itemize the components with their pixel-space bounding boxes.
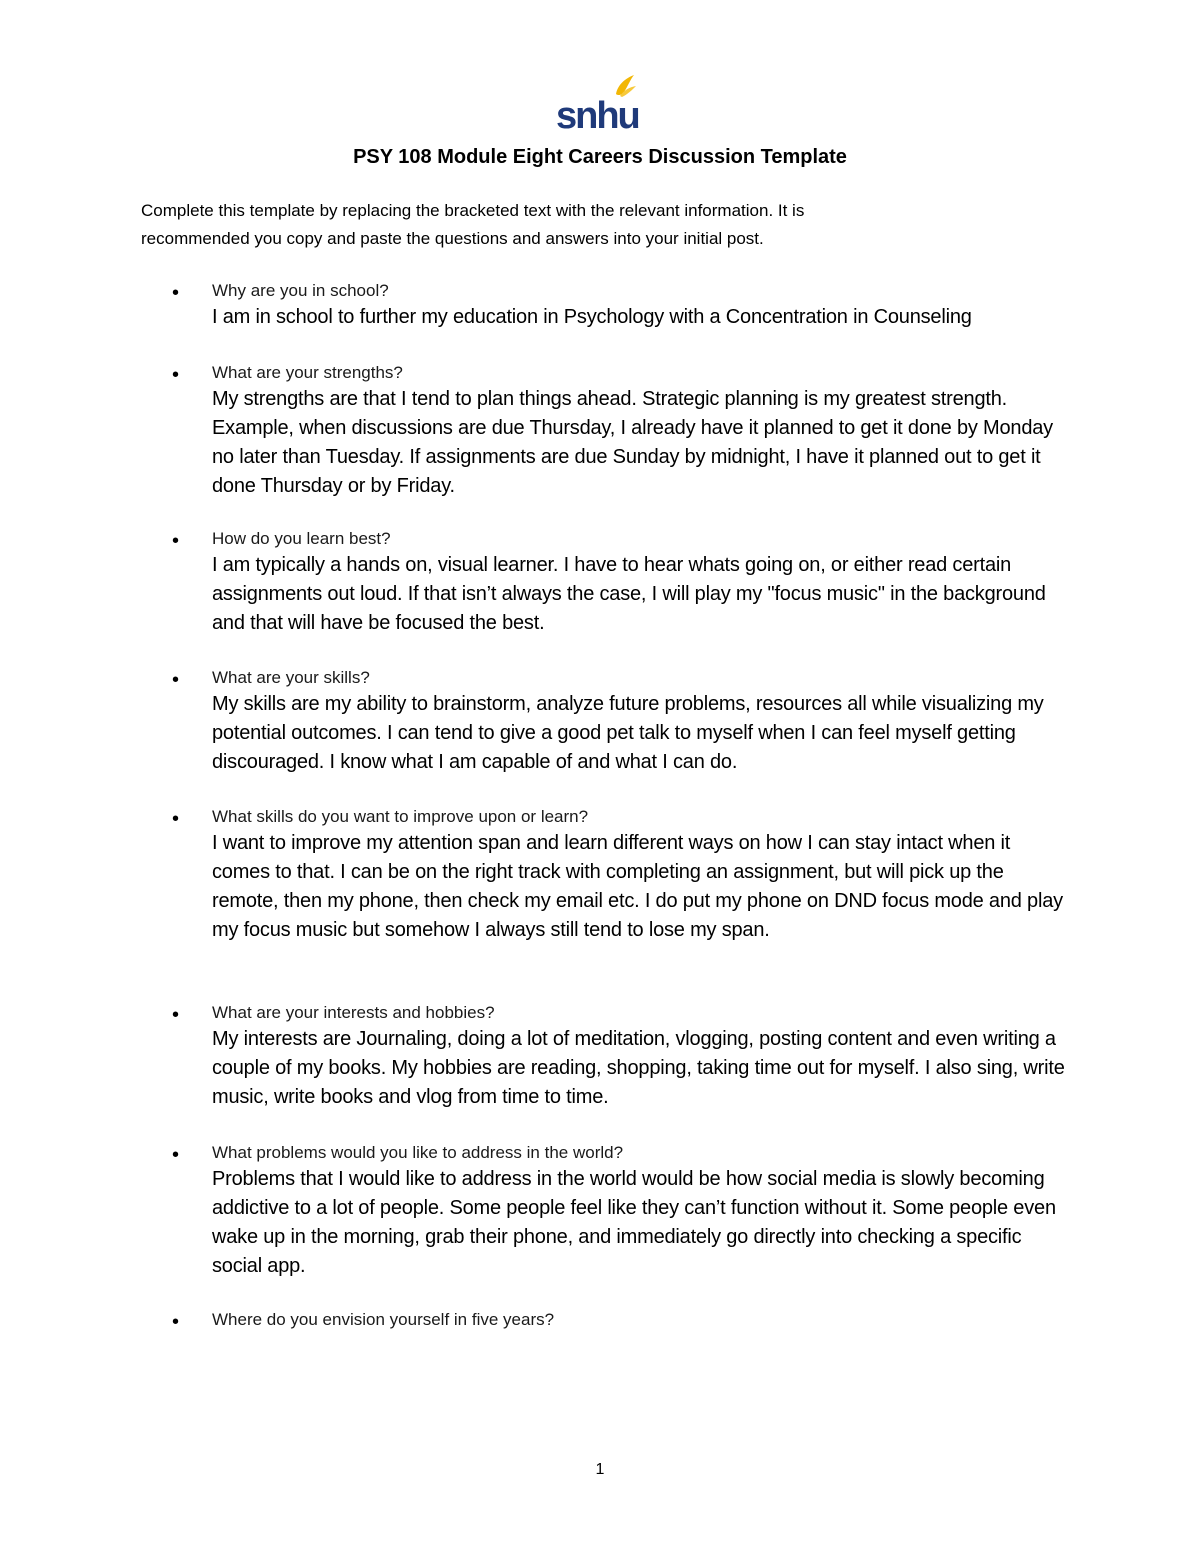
bullet-icon: • [172, 1004, 180, 1026]
qa-item-five-years [172, 1308, 1072, 1332]
svg-text:snhu: snhu [556, 95, 639, 134]
question-text: What are your interests and hobbies? [212, 1003, 495, 1022]
qa-item-learning [172, 527, 1072, 638]
answer-text: I want to improve my attention span and learn different ways on how I can stay intact when it comes to that. I can be on the right track with completing an assignment, but will pick up the remote, then my phone, then check my email etc. I do put my phone on DND focus mode and play my focus music but somehow I always still tend to lose my span. [212, 832, 1063, 941]
instructions-line-1: Complete this template by replacing the bracketed text with the relevant information. It is [141, 201, 805, 220]
question-text: Where do you envision yourself in five years? [212, 1310, 555, 1329]
bullet-icon: • [172, 282, 180, 304]
answer-text: My strengths are that I tend to plan things ahead. Strategic planning is my greatest strength. Example, when discussions are due Thursday, I already have it planned to get it done by Monday no later than Tuesday. If assignments are due Sunday by midnight, I have it planned out to get it done Thursday or by Friday. [212, 388, 1053, 497]
qa-item-skills [172, 666, 1072, 777]
answer-text: My interests are Journaling, doing a lot of meditation, vlogging, posting content and even writing a couple of my books. My hobbies are reading, shopping, taking time out for myself. I also sing, write music, write books and vlog from time to time. [212, 1028, 1065, 1108]
document-title: PSY 108 Module Eight Careers Discussion Template [353, 146, 847, 168]
answer-text: Problems that I would like to address in the world would be how social media is slowly becoming addictive to a lot of people. Some people feel like they can’t function without it. Some people even wake up in the morning, grab their phone, and immediately go directly into checking a specific social app. [212, 1168, 1056, 1277]
answer-text: I am typically a hands on, visual learner. I have to hear whats going on, or either read certain assignments out loud. If that isn’t always the case, I will play my "focus music" in the background and that will have be focused the best. [212, 554, 1046, 634]
qa-item-strengths [172, 361, 1072, 501]
qa-item-interests [172, 1001, 1072, 1112]
qa-item-school [172, 279, 1072, 332]
bullet-icon: • [172, 530, 180, 552]
answer-text: My skills are my ability to brainstorm, analyze future problems, resources all while visualizing my potential outcomes. I can tend to give a good pet talk to myself when I can feel myself getting discouraged. I know what I am capable of and what I can do. [212, 693, 1044, 773]
answer-text: I am in school to further my education in Psychology with a Concentration in Counseling [212, 306, 972, 328]
instructions-line-2: recommended you copy and paste the questions and answers into your initial post. [141, 229, 764, 248]
question-text: Why are you in school? [212, 281, 389, 300]
bullet-icon: • [172, 1144, 180, 1166]
bullet-icon: • [172, 669, 180, 691]
question-text: What skills do you want to improve upon or learn? [212, 807, 589, 826]
bullet-icon: • [172, 808, 180, 830]
bullet-icon: • [172, 1311, 180, 1333]
bullet-icon: • [172, 364, 180, 386]
qa-item-problems [172, 1141, 1072, 1281]
question-text: What are your skills? [212, 668, 370, 687]
page-number: 1 [595, 1461, 605, 1478]
question-text: What problems would you like to address in the world? [212, 1143, 624, 1162]
qa-item-improve [172, 805, 1072, 945]
question-text: What are your strengths? [212, 363, 403, 382]
question-text: How do you learn best? [212, 529, 391, 548]
